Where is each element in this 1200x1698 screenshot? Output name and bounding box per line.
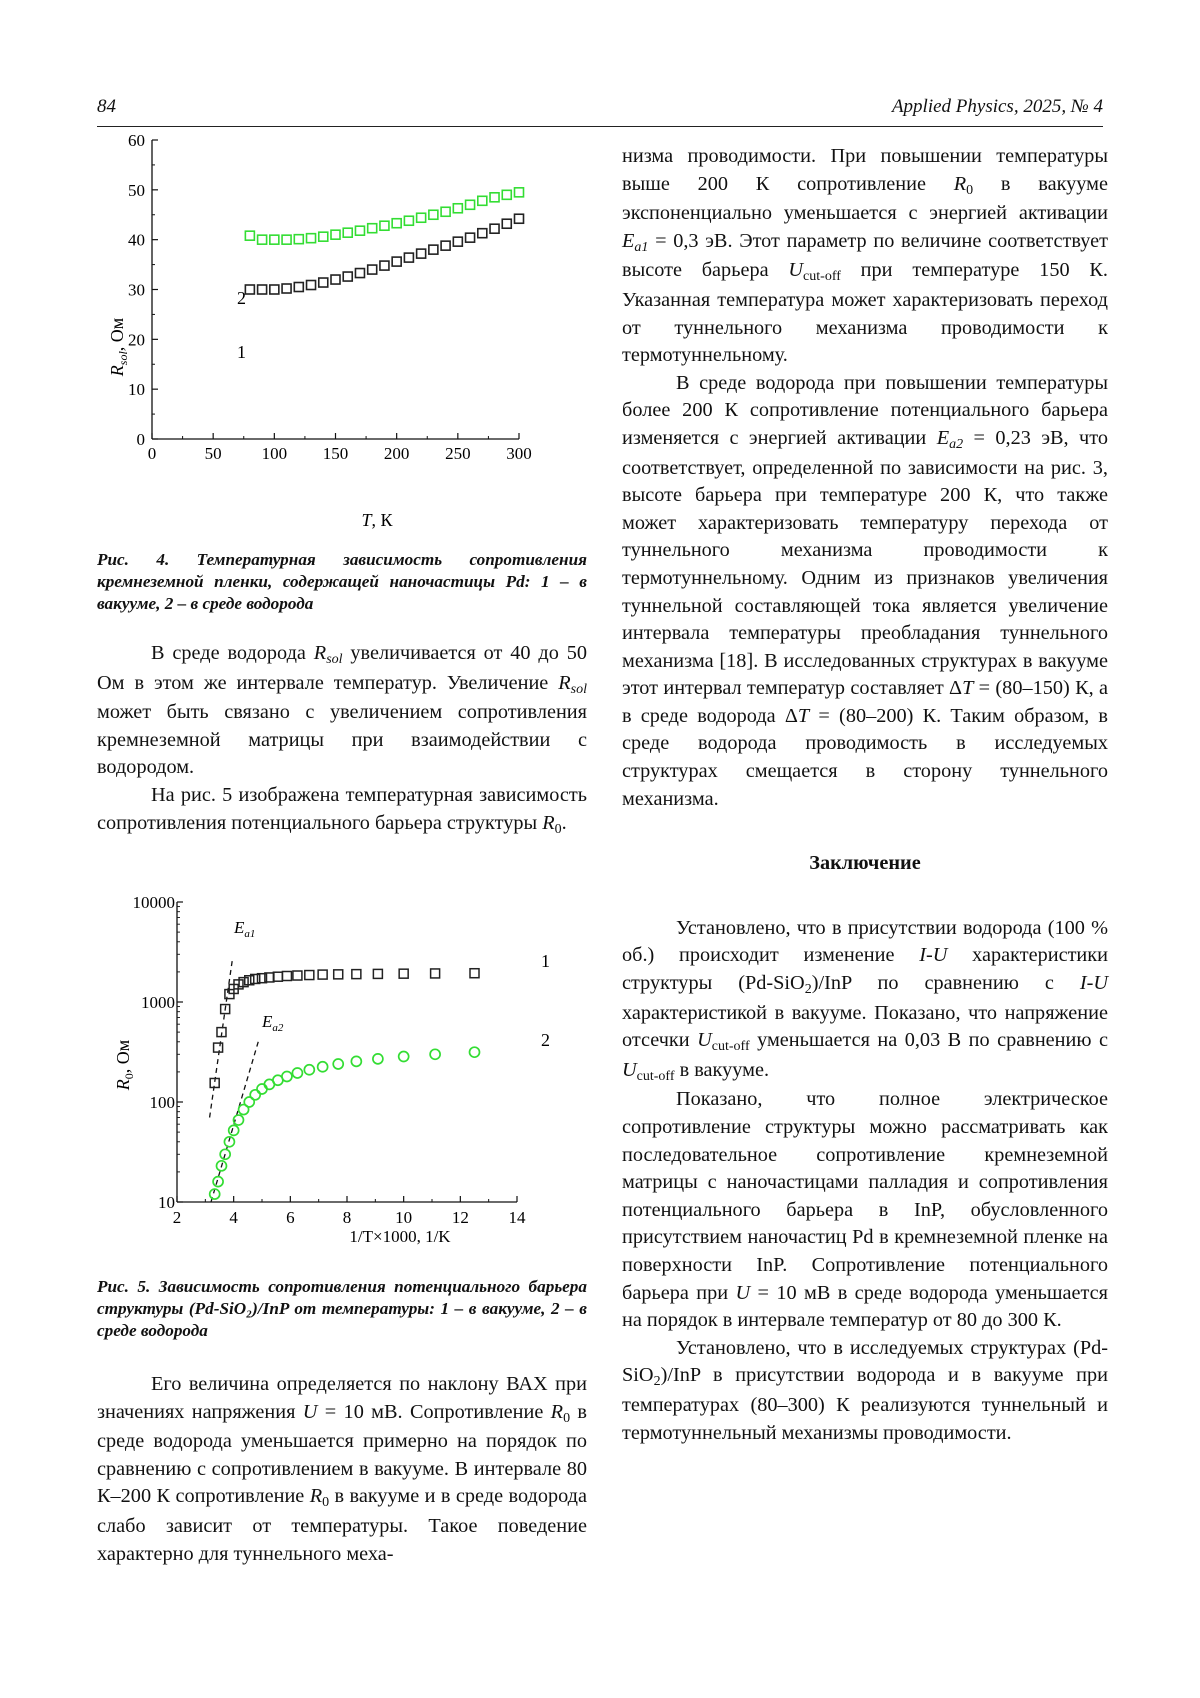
y-tick-label: 100 <box>149 1093 175 1112</box>
data-point-series-2 <box>250 1090 260 1100</box>
paragraph: В среде водорода Rsol увеличивается от 40 до 50 Ом в этом же интервале температур. Увеличение Rsol может быть связано с увеличением сопротивления кремнеземной матрицы при взаимодействии с водородом. <box>97 642 587 779</box>
x-axis-label: 1/T×1000, 1/K <box>349 1227 451 1246</box>
data-point-series-2 <box>515 188 524 197</box>
data-point-series-1 <box>392 257 401 266</box>
data-point-series-2 <box>392 219 401 228</box>
ea2-slope-line <box>211 1039 259 1202</box>
data-point-series-2 <box>307 234 316 243</box>
y-tick-label: 0 <box>136 430 145 449</box>
data-point-series-2 <box>490 193 499 202</box>
data-point-series-1 <box>318 970 327 979</box>
data-point-series-2 <box>429 210 438 219</box>
data-point-series-1 <box>355 269 364 278</box>
y-axis-label: $R_{sol}$, Ом <box>107 317 130 377</box>
x-tick-label: 200 <box>383 444 410 463</box>
x-tick-label: 50 <box>204 444 222 463</box>
x-tick-label: 6 <box>286 1208 295 1227</box>
data-point-series-2 <box>351 1056 361 1066</box>
data-point-series-2 <box>380 221 389 230</box>
y-tick-label: 20 <box>128 330 145 350</box>
x-tick-label: 8 <box>342 1208 352 1227</box>
x-tick-label: 10 <box>395 1208 413 1227</box>
data-point-series-1 <box>399 969 408 978</box>
data-point-series-1 <box>431 969 440 978</box>
paragraph: Установлено, что в присутствии водорода (100 % об.) происходит изменение I-U характеристики структуры (Pd-SiO2)/InP по сравнению с I-U характеристикой в вакууме. Показано, что напряжение отсечки Ucut-off уменьшается на 0,03 В по сравнению с Ucut-off в вакууме. <box>622 916 1109 1084</box>
page-number: 84 <box>97 96 116 117</box>
data-point-series-1 <box>282 971 291 980</box>
data-point-series-2 <box>478 196 487 205</box>
x-tick-label: 14 <box>508 1208 526 1227</box>
x-tick-label: 100 <box>261 444 288 463</box>
curve-label-1: 1 <box>237 342 246 362</box>
ea1-label: $E_{a1}$ <box>234 918 256 940</box>
data-point-series-1 <box>258 285 267 294</box>
data-point-series-2 <box>441 207 450 216</box>
data-point-series-2 <box>319 232 328 241</box>
x-tick-label: 12 <box>451 1208 469 1227</box>
data-point-series-1 <box>478 229 487 238</box>
data-point-series-1 <box>466 233 475 242</box>
y-tick-label: 40 <box>128 230 145 250</box>
figure-5-caption: Рис. 5. Зависимость сопротивления потенциального барьера структуры (Pd-SiO₂)/InP от температуры: 1 – в вакууме, 2 – в среде водорода <box>97 1277 587 1340</box>
data-point-series-2 <box>373 1054 383 1064</box>
data-point-series-1 <box>404 253 413 262</box>
data-point-series-1 <box>502 219 511 228</box>
data-point-series-1 <box>331 275 340 284</box>
data-point-series-2 <box>270 235 279 244</box>
data-point-series-2 <box>417 213 426 222</box>
data-point-series-1 <box>352 970 361 979</box>
paragraph: В среде водорода при повышении температуры более 200 К сопротивление потенциального барьера изменяется с энергией активации Ea2 = 0,23 эВ, что соответствует, определенной по зависимости на рис. 3, высоте барьера при температуре 200 К, что также может характеризовать температуру перехода от туннельного механизма проводимости к термотуннельному. Одним из признаков увеличения туннельной составляющей тока является увеличение интервала температуры преобладания туннельного механизма [18]. В исследованных структурах в вакууме этот интервал температур составляет ΔT = (80–150) К, а в среде водорода ΔT = (80–200) К. Таким образом, в среде водорода проводимость в исследуемых структурах смещается в сторону туннельного механизма. <box>622 371 1109 810</box>
data-point-series-2 <box>229 1125 239 1135</box>
data-point-series-2 <box>292 1068 302 1078</box>
data-point-series-1 <box>334 970 343 979</box>
data-point-series-2 <box>368 224 377 233</box>
data-point-series-2 <box>245 231 254 240</box>
data-point-series-1 <box>441 241 450 250</box>
x-tick-label: 4 <box>229 1208 238 1227</box>
data-point-series-2 <box>453 204 462 213</box>
data-point-series-2 <box>318 1062 328 1072</box>
x-tick-label: 0 <box>147 444 157 463</box>
data-point-series-1 <box>343 272 352 281</box>
curve-label-2: 2 <box>237 288 246 308</box>
journal-title: Applied Physics, 2025, № 4 <box>891 96 1103 117</box>
data-point-series-1 <box>214 1043 223 1052</box>
data-point-series-2 <box>355 226 364 235</box>
data-point-series-1 <box>305 971 314 980</box>
data-point-series-2 <box>258 235 267 244</box>
x-tick-label: 2 <box>172 1208 182 1227</box>
left-column-text-1 <box>97 640 587 839</box>
y-axis-label: $R_0$, Ом <box>113 1039 136 1091</box>
data-point-series-1 <box>470 969 479 978</box>
y-tick-label: 10 <box>158 1193 175 1212</box>
data-point-series-1 <box>282 284 291 293</box>
data-point-series-1 <box>270 285 279 294</box>
figure-4 <box>97 132 587 547</box>
data-point-series-2 <box>502 190 511 199</box>
data-point-series-2 <box>333 1059 343 1069</box>
figure-4-chart <box>97 132 587 542</box>
figure-5-chart <box>97 885 587 1255</box>
data-point-series-2 <box>404 216 413 225</box>
data-point-series-2 <box>257 1084 267 1094</box>
figure-4-caption: Рис. 4. Температурная зависимость сопротивления кремнеземной пленки, содержащей наночастицы Pd: 1 – в вакууме, 2 – в среде водорода <box>97 550 587 613</box>
y-tick-label: 30 <box>128 280 145 300</box>
data-point-series-1 <box>307 281 316 290</box>
x-tick-label: 300 <box>506 444 532 463</box>
data-point-series-1 <box>380 261 389 270</box>
data-point-series-1 <box>273 972 282 981</box>
right-column-text <box>622 143 1108 1447</box>
data-point-series-1 <box>373 969 382 978</box>
curve-label-2: 2 <box>541 1030 550 1050</box>
ea2-label: $E_{a2}$ <box>262 1012 284 1034</box>
data-point-series-1 <box>429 245 438 254</box>
data-point-series-1 <box>490 224 499 233</box>
figure-5 <box>97 885 587 1260</box>
data-point-series-2 <box>294 235 303 244</box>
data-point-series-2 <box>304 1065 314 1075</box>
data-point-series-1 <box>293 971 302 980</box>
paragraph: Установлено, что в исследуемых структурах (Pd-SiO2)/InP в присутствии водорода и в вакууме при температурах (80–300) К реализуются туннельный и термотуннельный механизмы проводимости. <box>622 1336 1108 1444</box>
paragraph: На рис. 5 изображена температурная зависимость сопротивления потенциального барьера структуры R0. <box>97 783 587 837</box>
data-point-series-2 <box>213 1177 223 1187</box>
data-point-series-2 <box>331 230 340 239</box>
data-point-series-2 <box>282 235 291 244</box>
data-point-series-2 <box>430 1049 440 1059</box>
page-header <box>97 92 1103 127</box>
x-tick-label: 150 <box>322 444 349 463</box>
data-point-series-1 <box>417 249 426 258</box>
paragraph: Показано, что полное электрическое сопротивление структуры можно рассматривать как последовательное сопротивление кремнеземной матрицы с наночастицами палладия и сопротивления потенциального барьера в InP, обусловленного присутствием наночастиц Pd в кремнеземной пленке на поверхности InP. Сопротивление потенциального барьера при U = 10 мВ в среде водорода уменьшается на порядок в интервале температур от 80 до 300 К. <box>622 1088 1108 1332</box>
curve-label-1: 1 <box>541 951 550 971</box>
paragraph: Его величина определяется по наклону ВАХ при значениях напряжения U = 10 мВ. Сопротивление R0 в среде водорода уменьшается примерно на порядок по сравнению с сопротивлением в вакууме. В интервале 80 К–200 К сопротивление R0 в вакууме и в среде водорода слабо зависит от температуры. Такое поведение характерно для туннельного меха- <box>97 1373 587 1565</box>
y-tick-label: 10000 <box>132 893 175 912</box>
data-point-series-2 <box>466 200 475 209</box>
y-tick-label: 60 <box>128 132 145 150</box>
y-tick-label: 10 <box>128 380 145 400</box>
data-point-series-2 <box>470 1047 480 1057</box>
data-point-series-1 <box>294 283 303 292</box>
y-tick-label: 1000 <box>141 993 175 1012</box>
data-point-series-1 <box>368 265 377 274</box>
data-point-series-1 <box>515 214 524 223</box>
data-point-series-2 <box>343 228 352 237</box>
data-point-series-2 <box>282 1071 292 1081</box>
x-axis-label: T, К <box>361 510 393 530</box>
left-column-text-2 <box>97 1371 587 1568</box>
data-point-series-1 <box>245 285 254 294</box>
y-tick-label: 50 <box>128 180 145 200</box>
section-title: Заключение <box>809 852 921 875</box>
data-point-series-1 <box>453 237 462 246</box>
paragraph: низма проводимости. При повышении температуры выше 200 К сопротивление R0 в вакууме экспоненциально уменьшается с энергией активации Ea1 = 0,3 эВ. Этот параметр по величине соответствует высоте барьера Ucut-off при температуре 150 К. Указанная температура может характеризовать переход от туннельного механизма проводимости к термотуннельному. <box>622 145 1108 367</box>
data-point-series-2 <box>399 1052 409 1062</box>
data-point-series-1 <box>319 278 328 287</box>
x-tick-label: 250 <box>445 444 471 463</box>
